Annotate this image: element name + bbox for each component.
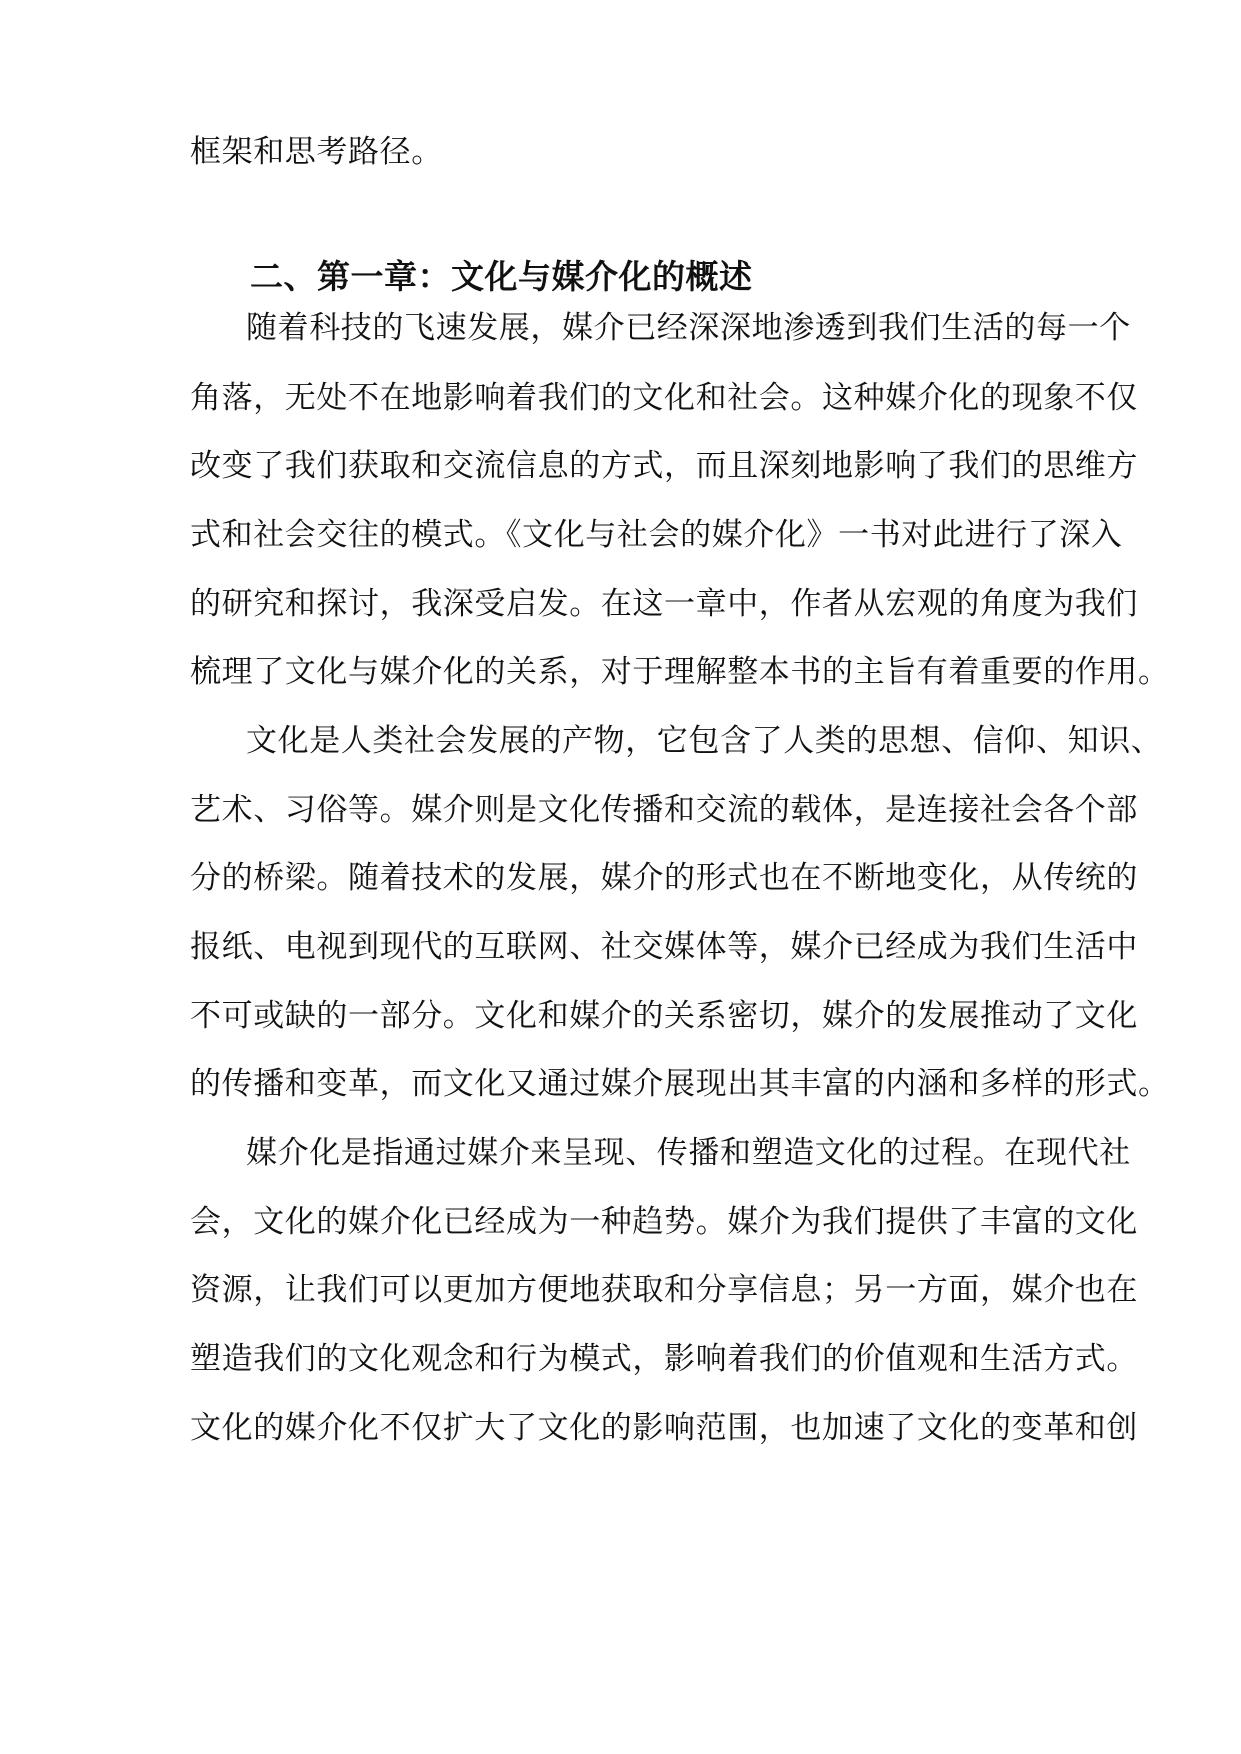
fragment-line: 框架和思考路径。	[190, 134, 443, 170]
paragraph-line: 分的桥梁。随着技术的发展，媒介的形式也在不断地变化，从传统的	[190, 860, 1138, 896]
paragraph-line: 文化的媒介化不仅扩大了文化的影响范围，也加速了文化的变革和创	[190, 1410, 1138, 1446]
paragraph-line: 的传播和变革，而文化又通过媒介展现出其丰富的内涵和多样的形式。	[190, 1066, 1170, 1102]
paragraph-line: 文化是人类社会发展的产物，它包含了人类的思想、信仰、知识、	[246, 723, 1163, 759]
paragraph-line: 塑造我们的文化观念和行为模式，影响着我们的价值观和生活方式。	[190, 1341, 1138, 1377]
paragraph-line: 报纸、电视到现代的互联网、社交媒体等，媒介已经成为我们生活中	[190, 929, 1138, 965]
paragraph-line: 不可或缺的一部分。文化和媒介的关系密切，媒介的发展推动了文化	[190, 998, 1138, 1034]
paragraph-line: 梳理了文化与媒介化的关系，对于理解整本书的主旨有着重要的作用。	[190, 654, 1170, 690]
paragraph-line: 艺术、习俗等。媒介则是文化传播和交流的载体，是连接社会各个部	[190, 792, 1138, 828]
paragraph-line: 角落，无处不在地影响着我们的文化和社会。这种媒介化的现象不仅	[190, 380, 1138, 416]
paragraph-line: 媒介化是指通过媒介来呈现、传播和塑造文化的过程。在现代社	[246, 1135, 1131, 1171]
paragraph-line: 的研究和探讨，我深受启发。在这一章中，作者从宏观的角度为我们	[190, 586, 1138, 622]
paragraph-line: 改变了我们获取和交流信息的方式，而且深刻地影响了我们的思维方	[190, 448, 1138, 484]
paragraph-line: 会，文化的媒介化已经成为一种趋势。媒介为我们提供了丰富的文化	[190, 1204, 1138, 1240]
paragraph-line: 资源，让我们可以更加方便地获取和分享信息；另一方面，媒介也在	[190, 1272, 1138, 1308]
paragraph-line: 随着科技的飞速发展，媒介已经深深地渗透到我们生活的每一个	[246, 310, 1131, 346]
section-heading: 二、第一章：文化与媒介化的概述	[250, 257, 753, 296]
paragraph-line: 式和社会交往的模式。《文化与社会的媒介化》一书对此进行了深入	[190, 517, 1123, 553]
